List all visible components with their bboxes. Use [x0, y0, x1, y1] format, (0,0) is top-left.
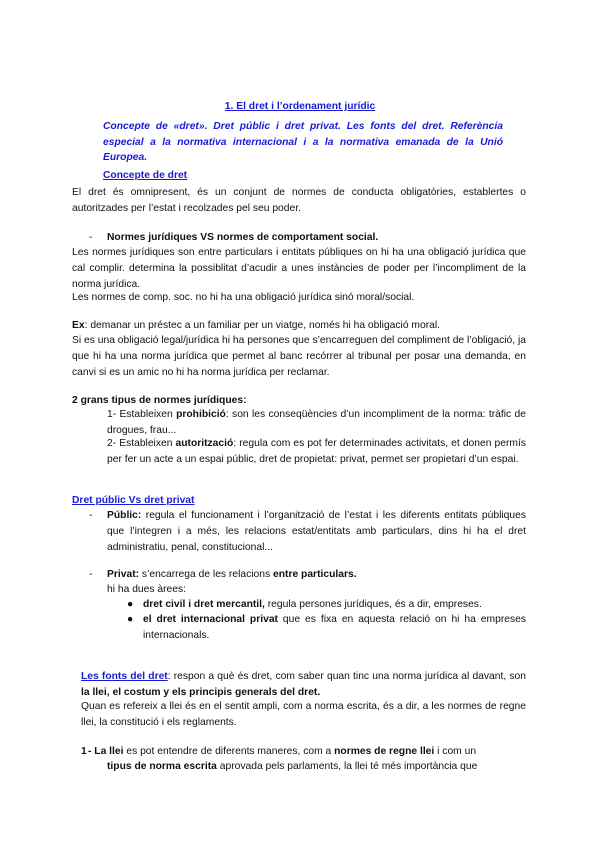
fonts-paragraph-2: Quan es refereix a llei és en el sentit ampli, com a norma escrita, és a dir, a les normes de regne llei, la constitució i els reglaments. — [81, 701, 526, 728]
bullet-icon: ● — [127, 599, 134, 610]
section-subtitle: Concepte de «dret». Dret públic i dret privat. Les fonts del dret. Referència especial a la normativa internacional i a la normativa emanada de la Unió Europea. — [103, 121, 503, 163]
private-label: Privat: — [107, 569, 140, 580]
example-label: Ex — [72, 320, 85, 331]
public-dash: - — [89, 510, 93, 521]
tipus-item-1: 1- Estableixen prohibició: son les conseqüències d’un incompliment de la norma: tràfic de drogues, frau... — [107, 409, 526, 436]
page-title: 1. El dret i l’ordenament jurídic — [224, 101, 376, 112]
concept-paragraph: El dret és omnipresent, és un conjunt de normes de conducta obligatòries, establertes o autoritzades per l’estat i recolzades pel seu poder. — [72, 187, 526, 214]
fonts-paragraph-1: Les fonts del dret: respon a què és dret, com saber quan tinc una norma jurídica al davant, son la llei, el costum y els principis generals del dret. — [81, 671, 526, 698]
private-bullet-1: dret civil i dret mercantil, regula persones jurídiques, és a dir, empreses. — [143, 599, 482, 610]
llei-paragraph-cont: tipus de norma escrita aprovada pels parlaments, la llei té més importància que — [107, 761, 478, 772]
llei-number: 1 — [81, 746, 87, 757]
bullet-icon: ● — [127, 614, 134, 625]
normes-dash: - — [89, 232, 93, 243]
tipus-heading: 2 grans tipus de normes jurídiques: — [72, 395, 247, 406]
private-line-1: Privat: s’encarrega de les relacions entre particulars. — [107, 569, 357, 580]
example-text: : demanar un préstec a un familiar per un viatge, només hi ha obligació moral. — [84, 320, 441, 331]
dret-public-heading[interactable]: Dret públic Vs dret privat — [72, 495, 195, 506]
normes-paragraph-3: Si es una obligació legal/jurídica hi ha persones que s’encarreguen del compliment de l’obligació, ja que hi ha una norma jurídica que permet al banc recórrer al tribunal per posar una demanda, en canvi si es un amic no hi ha norma jurídica per reclamar. — [72, 335, 526, 378]
example-line — [72, 318, 526, 334]
private-line-2: hi ha dues àrees: — [107, 584, 186, 595]
normes-heading: Normes jurídiques VS normes de comportament social. — [107, 232, 379, 243]
public-label: Públic: — [107, 510, 142, 521]
public-paragraph: Públic: regula el funcionament i l’organització de l’estat i les diferents entitats públiques que l’integren i a més, les relacions estat/entitats amb particulars, dins hi ha el dret administratiu, penal, constitucional... — [107, 510, 526, 553]
llei-paragraph: - La llei es pot entendre de diferents maneres, com a normes de regne llei i com un — [88, 746, 477, 757]
concept-heading[interactable]: Concepte de dret — [103, 170, 188, 181]
tipus-item-2: 2- Estableixen autorització: regula com es pot fer determinades activitats, et donen permís per fer un acte a un espai públic, dret de propietat: privat, permet ser propietari d’un espai. — [107, 438, 526, 465]
fonts-heading[interactable]: Les fonts del dret — [81, 671, 168, 682]
private-dash: - — [89, 569, 93, 580]
normes-paragraph-1: Les normes jurídiques son entre particulars i entitats públiques on hi ha una obligació jurídica que cal complir. determina la possiblitat d’acudir a unes instàncies de poder per l’incompliment de la norma jurídica. — [72, 247, 526, 290]
normes-paragraph-2: Les normes de comp. soc. no hi ha una obligació jurídica sinó moral/social. — [72, 292, 415, 303]
private-bullet-2: el dret internacional privat que es fixa en aquesta relació on hi ha empreses internacionals. — [143, 614, 526, 641]
